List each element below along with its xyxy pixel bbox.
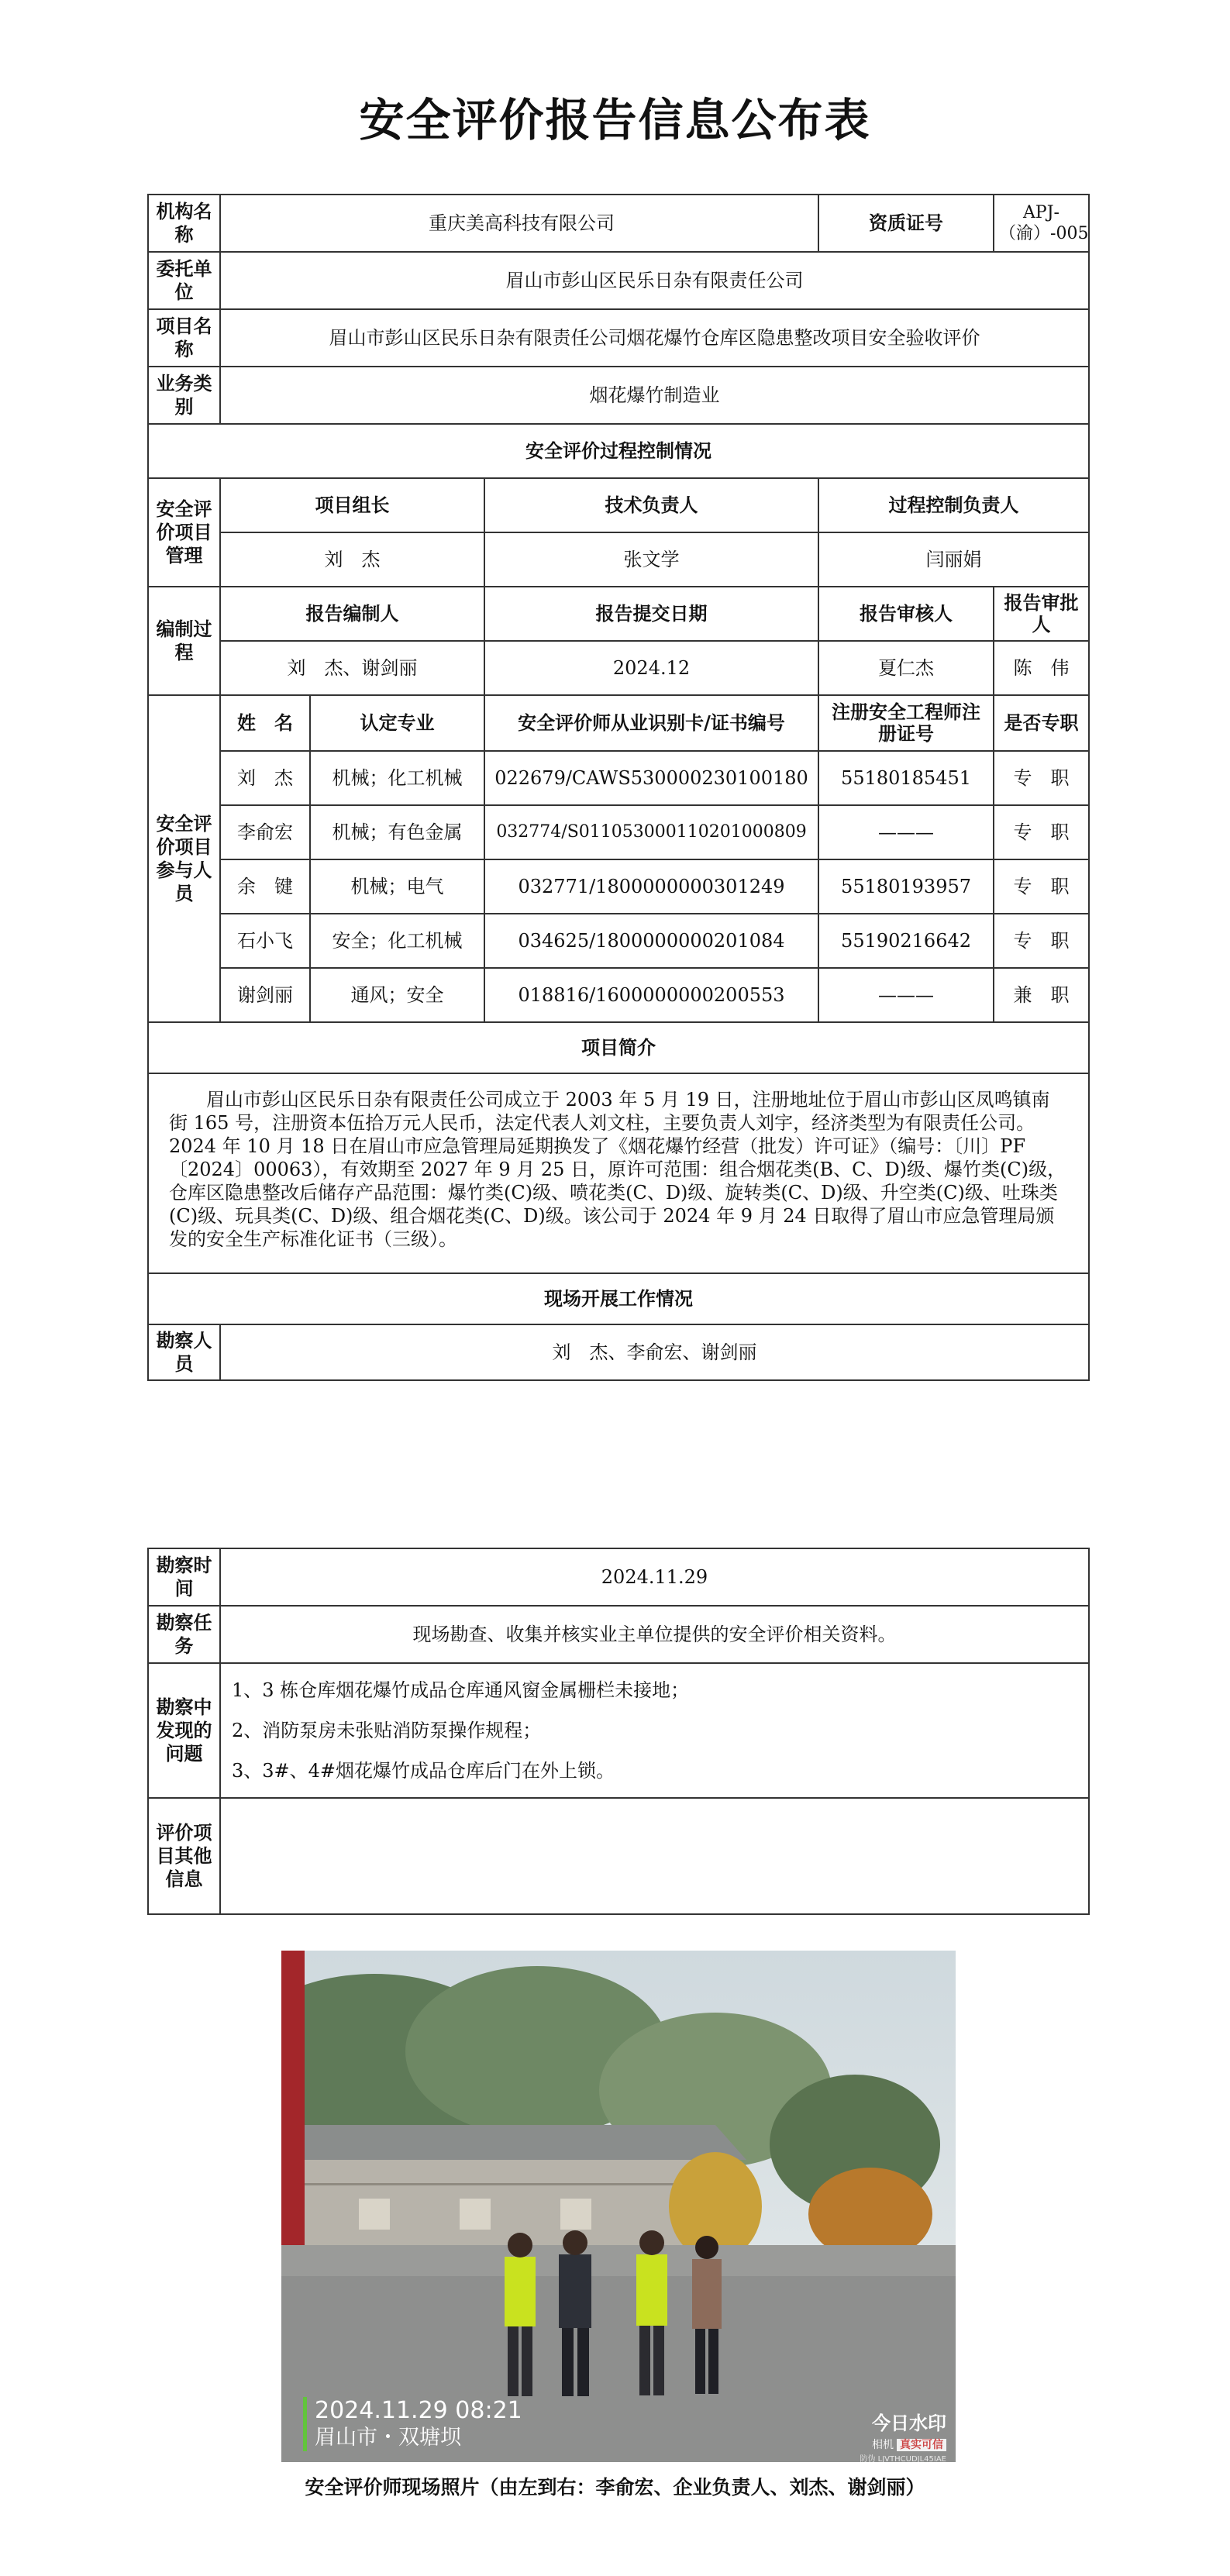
task-label: 勘察任务 — [148, 1606, 220, 1663]
photo-timestamp — [303, 2397, 522, 2451]
header-reg-no: 注册安全工程师注册证号 — [818, 695, 994, 751]
list-item: 1、3 栋仓库烟花爆竹成品仓库通风窗金属栅栏未接地； — [232, 1679, 690, 1701]
table-row — [148, 751, 1089, 805]
participant-fulltime: 专 职 — [994, 914, 1089, 968]
photo-location: 眉山市・双塘坝 — [315, 2426, 461, 2450]
participant-reg: 55190216642 — [818, 914, 994, 968]
watermark-tag: 真实可信 — [897, 2439, 946, 2451]
participant-reg: ——— — [818, 968, 994, 1022]
header-major: 认定专业 — [310, 695, 484, 751]
management-label: 安全评价项目管理 — [148, 478, 220, 587]
approver-value: 陈 伟 — [994, 641, 1089, 695]
process-section-title: 安全评价过程控制情况 — [148, 424, 1089, 478]
participant-major: 机械；有色金属 — [310, 805, 484, 859]
header-name: 姓 名 — [220, 695, 310, 751]
drafting-label: 编制过程 — [148, 587, 220, 695]
photo-watermark — [860, 2408, 946, 2462]
process-lead-value: 闫丽娟 — [818, 532, 1089, 587]
project-label: 项目名称 — [148, 309, 220, 367]
page-title: 安全评价报告信息公布表 — [359, 94, 871, 146]
participant-major: 安全；化工机械 — [310, 914, 484, 968]
participant-card: 022679/CAWS530000230100180 — [484, 751, 818, 805]
header-drafter: 报告编制人 — [220, 587, 484, 641]
client-value: 眉山市彭山区民乐日杂有限责任公司 — [220, 252, 1089, 309]
watermark-code: 防伪 LJVTHCUDJL45IAE — [860, 2455, 946, 2462]
business-label: 业务类别 — [148, 367, 220, 424]
header-process-lead: 过程控制负责人 — [818, 478, 1089, 532]
drafter-value: 刘 杰、谢剑丽 — [220, 641, 484, 695]
header-card-no: 安全评价师从业识别卡/证书编号 — [484, 695, 818, 751]
participant-fulltime: 专 职 — [994, 859, 1089, 914]
site-table — [147, 1548, 1090, 1915]
cert-value: APJ-（渝）-005 — [994, 195, 1089, 252]
participant-fulltime: 专 职 — [994, 805, 1089, 859]
participant-card: 032774/S011053000110201000809 — [484, 805, 818, 859]
participant-major: 通风；安全 — [310, 968, 484, 1022]
photo-caption: 安全评价师现场照片（由左到右：李俞宏、企业负责人、刘杰、谢剑丽） — [305, 2476, 925, 2499]
time-value: 2024.11.29 — [220, 1548, 1089, 1606]
inspectors-label: 勘察人员 — [148, 1324, 220, 1380]
participant-card: 034625/1800000000201084 — [484, 914, 818, 968]
table-row — [148, 914, 1089, 968]
summary-text: 眉山市彭山区民乐日杂有限责任公司成立于 2003 年 5 月 19 日，注册地址位于眉山市彭山区凤鸣镇南街 165 号，注册资本伍拾万元人民币，法定代表人刘文柱，主要负责人刘宇，经济类型为有限责任公司。2024 年 10 月 18 日在眉山市应急管理局延期换发了《烟花爆竹经营（批发）许可证》（编号：〔川〕PF〔2024〕00063），有效期至 2027 年 9 月 25 日，原许可范围：组合烟花类(B、C、D)级、爆竹类(C)级，仓库区隐患整改后储存产品范围：爆竹类(C)级、喷花类(C、D)级、旋转类(C、D)级、升空类(C)级、吐珠类(C)级、玩具类(C、D)级、组合烟花类(C、D)级。该公司于 2024 年 9 月 24 日取得了眉山市应急管理局颁发的安全生产标准化证书（三级）。 — [148, 1073, 1089, 1273]
participant-card: 032771/1800000000301249 — [484, 859, 818, 914]
tech-lead-value: 张文学 — [484, 532, 818, 587]
participant-name: 李俞宏 — [220, 805, 310, 859]
reviewer-value: 夏仁杰 — [818, 641, 994, 695]
participant-fulltime: 兼 职 — [994, 968, 1089, 1022]
header-team-leader: 项目组长 — [220, 478, 484, 532]
participant-fulltime: 专 职 — [994, 751, 1089, 805]
issues-label: 勘察中发现的问题 — [148, 1663, 220, 1798]
project-value: 眉山市彭山区民乐日杂有限责任公司烟花爆竹仓库区隐患整改项目安全验收评价 — [220, 309, 1089, 367]
summary-title: 项目简介 — [148, 1022, 1089, 1073]
header-submit-date: 报告提交日期 — [484, 587, 818, 641]
site-photo-illustration — [281, 1951, 956, 2462]
participant-name: 刘 杰 — [220, 751, 310, 805]
participant-major: 机械；电气 — [310, 859, 484, 914]
participant-reg: 55180185451 — [818, 751, 994, 805]
participant-reg: ——— — [818, 805, 994, 859]
other-info-value — [220, 1798, 1089, 1914]
table-row — [148, 859, 1089, 914]
header-tech-lead: 技术负责人 — [484, 478, 818, 532]
table-row — [148, 968, 1089, 1022]
list-item: 2、消防泵房未张贴消防泵操作规程； — [232, 1720, 542, 1741]
table-row — [148, 805, 1089, 859]
other-info-label: 评价项目其他信息 — [148, 1798, 220, 1914]
participant-card: 018816/1600000000200553 — [484, 968, 818, 1022]
cert-label: 资质证号 — [818, 195, 994, 252]
issues-list — [220, 1663, 1089, 1798]
header-reviewer: 报告审核人 — [818, 587, 994, 641]
site-photo — [281, 1951, 956, 2462]
business-value: 烟花爆竹制造业 — [220, 367, 1089, 424]
inspectors-value: 刘 杰、李俞宏、谢剑丽 — [220, 1324, 1089, 1380]
header-approver: 报告审批人 — [994, 587, 1089, 641]
watermark-app-name: 今日水印 — [872, 2412, 946, 2434]
participants-label: 安全评价项目参与人员 — [148, 695, 220, 1022]
org-value: 重庆美高科技有限公司 — [220, 195, 818, 252]
participant-reg: 55180193957 — [818, 859, 994, 914]
task-value: 现场勘查、收集并核实业主单位提供的安全评价相关资料。 — [220, 1606, 1089, 1663]
client-label: 委托单位 — [148, 252, 220, 309]
participant-major: 机械；化工机械 — [310, 751, 484, 805]
list-item: 3、3#、4#烟花爆竹成品仓库后门在外上锁。 — [232, 1760, 615, 1782]
photo-datetime: 2024.11.29 08:21 — [315, 2397, 522, 2424]
header-fulltime: 是否专职 — [994, 695, 1089, 751]
participant-name: 谢剑丽 — [220, 968, 310, 1022]
participant-name: 石小飞 — [220, 914, 310, 968]
submit-date-value: 2024.12 — [484, 641, 818, 695]
org-label: 机构名称 — [148, 195, 220, 252]
team-leader-value: 刘 杰 — [220, 532, 484, 587]
info-table — [147, 194, 1090, 1381]
time-label: 勘察时间 — [148, 1548, 220, 1606]
site-section-title: 现场开展工作情况 — [148, 1273, 1089, 1324]
watermark-camera: 相机 — [872, 2439, 894, 2451]
participant-name: 余 键 — [220, 859, 310, 914]
